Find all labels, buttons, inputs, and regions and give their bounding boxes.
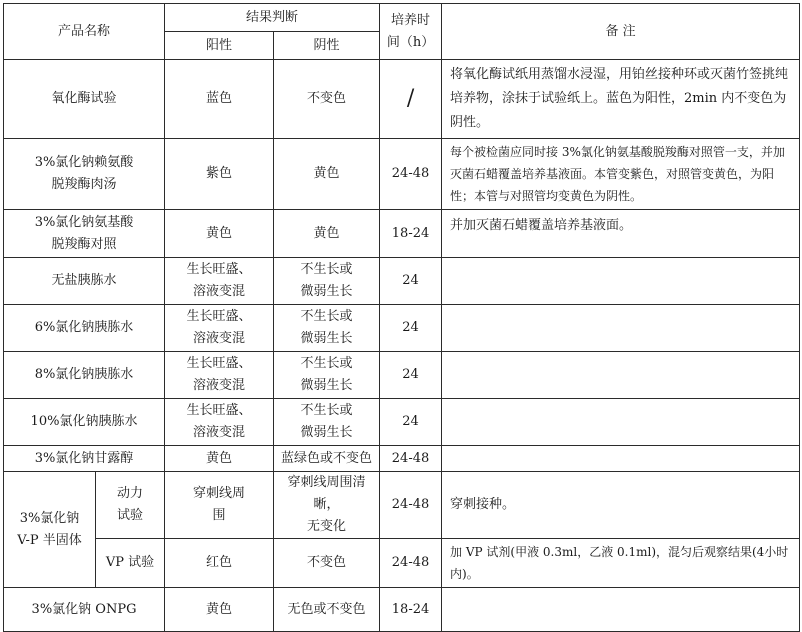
positive-cell: 穿刺线周 围 [165,472,274,539]
sub-test-cell: VP 试验 [96,539,165,588]
header-row-1 [4,4,800,32]
negative-cell: 不生长或 微弱生长 [274,258,380,305]
remark-cell: 穿刺接种。 [442,472,800,539]
remark-cell [442,305,800,352]
table-row [4,210,800,258]
positive-cell: 生长旺盛、 溶液变混 [165,352,274,399]
time-cell: 24 [380,352,442,399]
negative-cell: 穿刺线周围清晰， 无变化 [274,472,380,539]
time-cell: 24-48 [380,539,442,588]
product-cell: 3%氯化钠氨基酸 脱羧酶对照 [4,210,165,258]
header-result: 结果判断 [165,4,380,32]
remark-cell [442,446,800,472]
remark-cell: 并加灭菌石蜡覆盖培养基液面。 [442,210,800,258]
positive-cell: 黄色 [165,446,274,472]
positive-cell: 生长旺盛、 溶液变混 [165,305,274,352]
positive-cell: 黄色 [165,210,274,258]
positive-cell: 红色 [165,539,274,588]
positive-cell: 紫色 [165,139,274,210]
negative-cell: 黄色 [274,210,380,258]
negative-cell: 蓝绿色或不变色 [274,446,380,472]
product-cell: 氧化酶试验 [4,60,165,139]
header-culture-time: 培养时 间（h） [380,4,442,60]
test-results-table [3,3,800,632]
header-remarks: 备 注 [442,4,800,60]
product-cell: 6%氯化钠胰胨水 [4,305,165,352]
negative-cell: 黄色 [274,139,380,210]
remark-cell [442,588,800,632]
product-cell: 3%氯化钠 ONPG [4,588,165,632]
product-cell: 无盐胰胨水 [4,258,165,305]
table-row [4,399,800,446]
product-cell: 10%氯化钠胰胨水 [4,399,165,446]
negative-cell: 不变色 [274,60,380,139]
time-cell: 24 [380,305,442,352]
header-product-name: 产品名称 [4,4,165,60]
table-row [4,539,800,588]
product-cell: 3%氯化钠赖氨酸 脱羧酶肉汤 [4,139,165,210]
time-cell: 24-48 [380,446,442,472]
table-row [4,472,800,539]
time-cell: / [380,60,442,139]
negative-cell: 不变色 [274,539,380,588]
negative-cell: 无色或不变色 [274,588,380,632]
table-row [4,352,800,399]
remark-cell [442,258,800,305]
header-negative: 阴性 [274,32,380,60]
vp-group-product-cell: 3%氯化钠 V-P 半固体 [4,472,96,588]
time-cell: 24-48 [380,139,442,210]
negative-cell: 不生长或 微弱生长 [274,352,380,399]
positive-cell: 生长旺盛、 溶液变混 [165,399,274,446]
positive-cell: 蓝色 [165,60,274,139]
time-cell: 24 [380,258,442,305]
remark-cell: 将氧化酶试纸用蒸馏水浸湿，用铂丝接种环或灭菌竹签挑纯培养物，涂抹于试验纸上。蓝色为阳性，2min 内不变色为阴性。 [442,60,800,139]
table-row [4,258,800,305]
product-cell: 3%氯化钠甘露醇 [4,446,165,472]
positive-cell: 生长旺盛、 溶液变混 [165,258,274,305]
time-cell: 18-24 [380,588,442,632]
time-cell: 18-24 [380,210,442,258]
table-row [4,588,800,632]
table-row [4,305,800,352]
table-row [4,139,800,210]
table-row [4,60,800,139]
remark-cell [442,352,800,399]
product-cell: 8%氯化钠胰胨水 [4,352,165,399]
time-cell: 24 [380,399,442,446]
time-cell: 24-48 [380,472,442,539]
positive-cell: 黄色 [165,588,274,632]
remark-cell: 每个被检菌应同时接 3%氯化钠氨基酸脱羧酶对照管一支，并加灭菌石蜡覆盖培养基液面。本管变紫色，对照管变黄色，为阳性；本管与对照管均变黄色为阴性。 [442,139,800,210]
remark-cell: 加 VP 试剂(甲液 0.3ml，乙液 0.1ml)，混匀后观察结果(4小时内)。 [442,539,800,588]
remark-cell [442,399,800,446]
sub-test-cell: 动力 试验 [96,472,165,539]
table-row [4,446,800,472]
negative-cell: 不生长或 微弱生长 [274,305,380,352]
header-positive: 阳性 [165,32,274,60]
negative-cell: 不生长或 微弱生长 [274,399,380,446]
